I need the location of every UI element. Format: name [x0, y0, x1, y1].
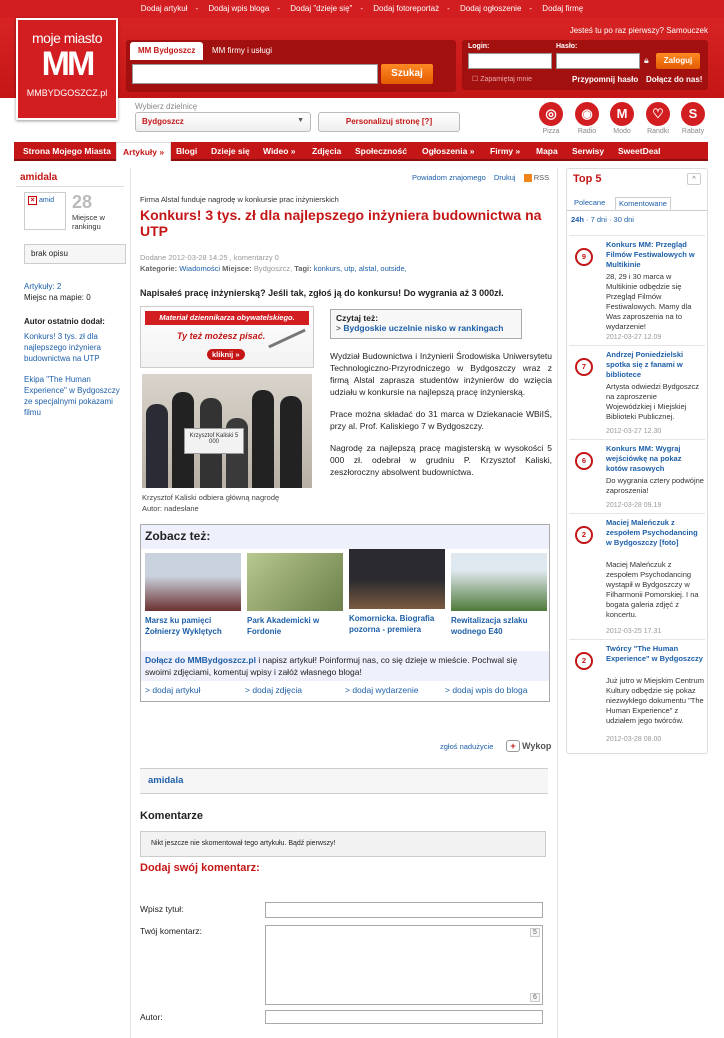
notify-friend-link[interactable]: Powiadom znajomego [412, 173, 486, 182]
nav-events[interactable]: Dzieje się [211, 146, 250, 156]
article-lead: Napisałeś pracę inżynierską? Jeśli tak, zgłoś ją do konkursu! Do wygrania aż 3 000zł. [140, 288, 504, 298]
top5-tabs [567, 195, 707, 211]
article-meta: Dodane 2012-03-28 14.25 , komentarzy 0 Kategorie: Wiadomości Miejsce: Bydgoszcz, Tagi: konkurs, utp, alstal, outside, [140, 253, 407, 273]
see-also-box [140, 524, 550, 702]
recent-link[interactable]: Ekipa "The Human Experience" w Bydgoszczy ze specjalnymi pokazami filmu [24, 375, 120, 417]
main-nav [14, 142, 708, 161]
nav-community[interactable]: Społeczność [355, 146, 407, 156]
chevron-down-icon: ▼ [297, 117, 304, 124]
nav-blogs[interactable]: Blogi [176, 146, 198, 156]
top-link-add-happening[interactable]: Dodaj "dzieje się" [290, 4, 353, 13]
see-also-item[interactable]: Komornicka. Biografia pozorna - premiera [349, 549, 445, 635]
comment-title-input[interactable] [265, 902, 543, 918]
article-photo[interactable] [142, 374, 312, 488]
profile-description: brak opisu [24, 244, 126, 264]
login-panel [462, 40, 708, 90]
author-label: Autor: [140, 1012, 163, 1022]
wykop-button[interactable]: + Wykop [506, 740, 551, 752]
title-label: Wpisz tytuł: [140, 904, 184, 914]
top5-panel [566, 168, 708, 754]
rabaty-link[interactable]: S Rabaty [678, 102, 708, 135]
rabaty-icon: S [681, 102, 705, 126]
banner-click-button[interactable]: kliknij » [207, 349, 245, 360]
chevron-down-icon: » [515, 146, 521, 156]
nav-articles[interactable]: Artykuły » [116, 142, 171, 161]
logo-domain: MMBYDGOSZCZ.pl [26, 88, 108, 98]
see-also-item[interactable]: Park Akademicki w Fordonie [247, 553, 343, 637]
login-field[interactable] [468, 53, 552, 69]
login-button[interactable]: Zaloguj [656, 53, 700, 69]
category-link[interactable]: Wiadomości [179, 264, 221, 273]
collapse-icon[interactable]: ^ [687, 173, 701, 185]
lock-icon: 🔒︎ [644, 55, 649, 65]
district-select[interactable]: Bydgoszcz ▼ [135, 112, 311, 132]
join-promo-link[interactable]: Dołącz do MMBydgoszcz.pl [145, 655, 256, 665]
logo-mm: MM [41, 45, 93, 83]
read-also-link[interactable]: Bydgoskie uczelnie nisko w rankingach [343, 323, 504, 333]
password-label: Hasło: [556, 43, 578, 50]
add-article-link[interactable]: > dodaj artykuł [145, 685, 201, 695]
recent-link[interactable]: Konkurs! 3 tys. zł dla najlepszego inżyniera budownictwa na UTP [24, 332, 101, 363]
comment-textarea[interactable] [265, 925, 543, 1005]
map-places-count: Miejsc na mapie: 0 [24, 293, 91, 302]
articles-count-link[interactable]: Artykuły: 2 [24, 282, 62, 291]
top-link-add-company[interactable]: Dodaj firmę [542, 4, 584, 13]
nav-map[interactable]: Mapa [536, 146, 558, 156]
profile-stats [24, 281, 91, 303]
add-actions [145, 685, 545, 695]
report-abuse-link[interactable]: zgłoś nadużycie [440, 742, 494, 751]
resize-handle-icon: 6 [530, 993, 540, 1002]
article-kicker: Firma Alstal funduje nagrodę w konkursie prac inżynierskich [140, 195, 339, 204]
first-time-link[interactable]: Jesteś tu po raz pierwszy? Samouczek [569, 26, 708, 35]
nav-sweetdeal[interactable]: SweetDeal [618, 146, 661, 156]
top-link-add-ad[interactable]: Dodaj ogłoszenie [460, 4, 522, 13]
radio-icon: ◉ [575, 102, 599, 126]
add-blog-link[interactable]: > dodaj wpis do bloga [445, 685, 528, 695]
see-also-heading: Zobacz też: [141, 525, 549, 549]
read-also-box: Czytaj też: > Bydgoskie uczelnie nisko w rankingach [330, 309, 522, 339]
remind-password-link[interactable]: Przypomnij hasło [572, 75, 639, 84]
see-also-thumb [247, 553, 343, 611]
rss-link[interactable]: RSS [533, 173, 550, 182]
comments-heading: Komentarze [140, 810, 203, 822]
see-also-thumb [145, 553, 241, 611]
top5-item[interactable]: 6 Konkurs MM: Wygraj wejściówkę na pokaz kotów rasowych Do wygrania cztery podwójne zaproszenia! 2012-03-28 09.19 [569, 439, 705, 513]
nav-firms[interactable]: Firmy » [490, 146, 521, 156]
nav-video[interactable]: Wideo » [263, 146, 296, 156]
article-body: Wydział Budownictwa i Inżynierii Środowiska Uniwersytetu Technologiczno-Przyrodniczego w Bydgoszczy wraz z firmą Alstal zaprasza studentów inżynierów do wzięcia udziału w konkursie na najlepszą pracę inżynierską. Prace można składać do 31 marca w Dziekanacie WBiIŚ, przy al. Prof. Kaliskiego 7 w Bydgoszczy. Nagrodę za najlepszą pracę magisterską w wysokości 5 000 zł. odebrał w grudniu P. Krzysztof Kaliski, zeszłoroczny absolwent budownictwa. [330, 351, 552, 477]
join-promo: Dołącz do MMBydgoszcz.pl i napisz artykuł! Poinformuj nas, co się dzieje w mieście. Pochwal się swoimi zdjęciami, komentuj wpisy i załóż własnego bloga! [141, 651, 549, 681]
district-label: Wybierz dzielnicę [135, 102, 198, 111]
see-also-item[interactable]: Rewitalizacja szlaku wodnego E40 [451, 553, 547, 637]
ranking-box [72, 192, 122, 231]
comment-count-badge: 7 [575, 358, 593, 376]
nav-ads[interactable]: Ogłoszenia » [422, 146, 475, 156]
tab-commented[interactable]: Komentowane [615, 197, 671, 210]
divider [16, 186, 124, 187]
search-panel [126, 40, 456, 92]
rss-icon [524, 174, 532, 182]
print-link[interactable]: Drukuj [493, 173, 516, 182]
ranking-number: 28 [72, 192, 93, 212]
remember-me-checkbox[interactable]: ☐ Zapamiętaj mnie [472, 76, 532, 83]
recent-by-author [24, 316, 126, 418]
add-event-link[interactable]: > dodaj wydarzenie [345, 685, 419, 695]
comment-count-badge: 6 [575, 452, 593, 470]
citizen-journalist-banner[interactable]: Materiał dziennikarza obywatelskiego. Ty też możesz pisać. kliknij » [140, 306, 314, 368]
top5-item[interactable]: 9 Konkurs MM: Przegląd Filmów Festiwalowych w Multikinie 28, 29 i 30 marca w Multikinie odbędzie się Przegląd Filmów Festiwalowych. Mamy dla Was zaproszenia na to wydarzenie! 2012-03-27 12.09 [569, 235, 705, 343]
time-range[interactable]: 24h · 7 dni · 30 dni [571, 215, 634, 224]
resize-handle-icon: 5 [530, 928, 540, 937]
comment-count-badge: 9 [575, 248, 593, 266]
modo-link[interactable]: M Modo [607, 102, 637, 135]
nav-services[interactable]: Serwisy [572, 146, 605, 156]
top5-item[interactable]: 2 Twórcy "The Human Experience" w Bydgoszczy Już jutro w Miejskim Centrum Kultury odbędzie się pokaz niezwykłego dokumentu "The Human Experience" z udziałem jego twórców. 2012-03-28 08.00 [569, 639, 705, 751]
radio-link[interactable]: ◉ Radio [572, 102, 602, 135]
top5-item[interactable]: 2 Maciej Maleńczuk z zespołem Psychodancing w Bydgoszczy [foto] Maciej Maleńczuk z zespołem Psychodancing wystąpił w Bydgoszczy w Filharmonii Pomorskiej. I na bogata galeria zdjęć z koncertu. 2012-03-25 17.31 [569, 513, 705, 639]
pen-icon [268, 329, 306, 349]
comment-count-badge: 2 [575, 652, 593, 670]
author-input[interactable] [265, 1010, 543, 1024]
top5-heading: Top 5 [573, 173, 602, 185]
heart-icon: ♡ [646, 102, 670, 126]
nav-home[interactable]: Strona Mojego Miasta [23, 146, 111, 156]
article-tools [412, 173, 549, 182]
pizza-icon: ◎ [539, 102, 563, 126]
recent-heading: Autor ostatnio dodał: [24, 317, 105, 326]
search-tab-firms[interactable]: MM firmy i usługi [212, 46, 273, 55]
modo-icon: M [610, 102, 634, 126]
join-link[interactable]: Dołącz do nas! [646, 75, 703, 84]
avatar[interactable]: × amid [24, 192, 66, 230]
comment-label: Twój komentarz: [140, 926, 202, 936]
top-link-add-photoreport[interactable]: Dodaj fotoreportaż [373, 4, 440, 13]
see-also-item[interactable]: Marsz ku pamięci Żołnierzy Wyklętych [145, 553, 241, 637]
nav-photos[interactable]: Zdjęcia [312, 146, 342, 156]
see-also-thumb [451, 553, 547, 611]
add-comment-heading: Dodaj swój komentarz: [140, 862, 260, 874]
top-link-add-article[interactable]: Dodaj artykuł [140, 4, 188, 13]
add-photos-link[interactable]: > dodaj zdjęcia [245, 685, 302, 695]
broken-image-icon: × [28, 196, 37, 205]
top-action-bar: Dodaj artykuł - Dodaj wpis bloga - Dodaj "dzieje się" - Dodaj fotoreportaż - Dodaj ogłoszenie - Dodaj firmę [0, 0, 724, 18]
pizza-link[interactable]: ◎ Pizza [536, 102, 566, 135]
logo-text: moje miasto [32, 30, 102, 46]
chevron-down-icon: » [159, 147, 165, 157]
tab-recommended[interactable]: Polecane [574, 198, 606, 207]
no-comments-notice: Nikt jeszcze nie skomentował tego artykułu. Bądź pierwszy! [140, 831, 546, 857]
top-link-add-blog[interactable]: Dodaj wpis bloga [208, 4, 270, 13]
site-logo[interactable] [16, 18, 118, 120]
article-title: Konkurs! 3 tys. zł dla najlepszego inżyniera budownictwa na UTP [140, 207, 542, 239]
randki-link[interactable]: ♡ Randki [643, 102, 673, 135]
chevron-down-icon: » [469, 146, 475, 156]
login-label: Login: [468, 43, 490, 50]
personalize-button[interactable]: Personalizuj stronę [?] [318, 112, 460, 132]
comment-count-badge: 2 [575, 526, 593, 544]
search-input[interactable] [132, 64, 378, 84]
prize-check: Krzysztof Kaliski 5 000 [184, 428, 244, 454]
password-field[interactable] [556, 53, 640, 69]
profile-username[interactable]: amidala [20, 172, 58, 183]
wykop-icon: + [506, 740, 520, 752]
search-button[interactable]: Szukaj [381, 64, 433, 84]
see-also-thumb [349, 549, 445, 609]
author-bar[interactable]: amidala [140, 768, 548, 794]
photo-caption: Krzysztof Kaliski odbiera główną nagrodę Autor: nadesłane [142, 493, 280, 513]
search-tab-mm[interactable]: MM Bydgoszcz [130, 42, 203, 60]
chevron-down-icon: » [290, 146, 296, 156]
top5-item[interactable]: 7 Andrzej Poniedzielski spotka się z fanami w bibliotece Artysta odwiedzi Bydgoszcz na zaproszenie Wojewódzkiej i Miejskiej Biblioteki Publicznej. 2012-03-27 12.30 [569, 345, 705, 437]
tags-links[interactable]: konkurs, utp, alstal, outside, [313, 264, 407, 273]
ranking-label: Miejsce w rankingu [72, 213, 105, 231]
